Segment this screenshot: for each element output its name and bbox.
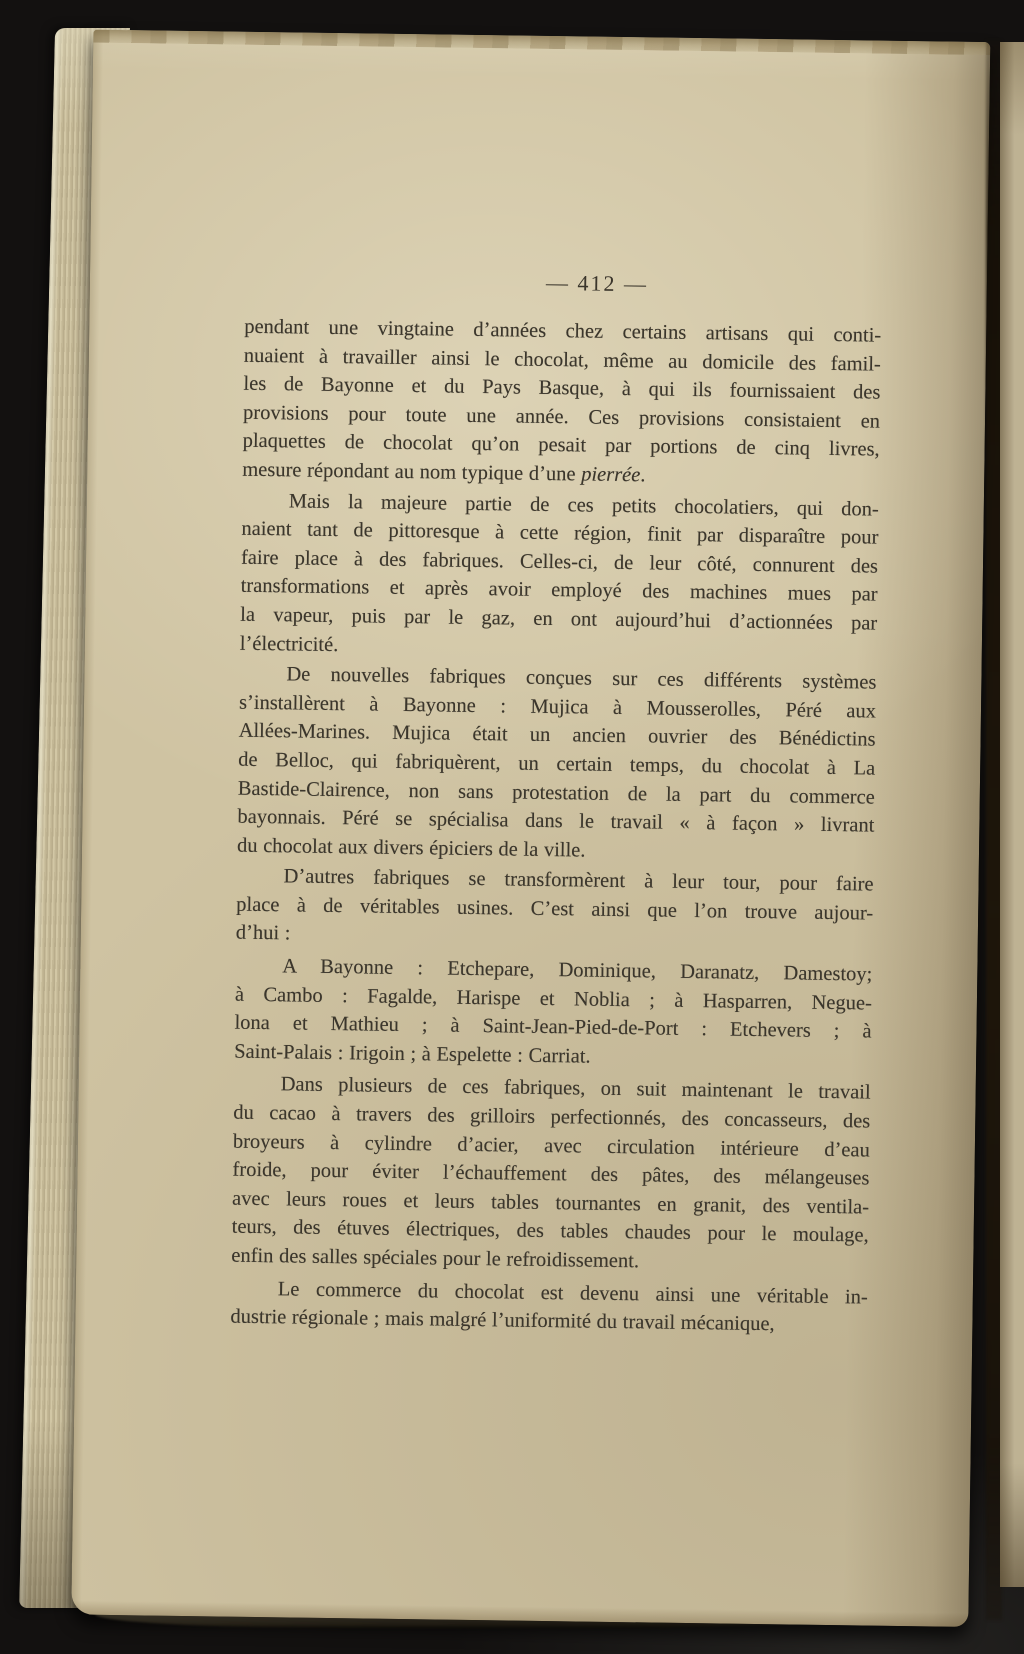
text-segment: D’autres fabriques se transformèrent à leur tour, pour faire bbox=[283, 865, 874, 896]
text-segment: provisions pour toute une année. Ces provisions consistaient en bbox=[242, 401, 881, 433]
text-segment: lona et Mathieu ; à Saint-Jean-Pied-de-Port : Etchevers ; à bbox=[234, 1011, 872, 1043]
text-segment: nuaient à travailler ainsi le chocolat, même au domicile des famil- bbox=[243, 344, 881, 376]
text-segment: du cacao à travers des grilloirs perfectionnés, des concasseurs, des bbox=[233, 1101, 871, 1133]
paragraph bbox=[230, 1274, 868, 1340]
text-segment: Mais la majeure partie de ces petits chocolatiers, qui don- bbox=[288, 489, 879, 521]
text-segment: dustrie régionale ; mais malgré l’uniformité du travail mécanique, bbox=[230, 1305, 775, 1336]
paragraph bbox=[240, 486, 879, 666]
text-segment: teurs, des étuves électriques, des tables chaudes pour le moulage, bbox=[231, 1216, 869, 1247]
text-segment: A Bayonne : Etchepare, Dominique, Daranatz, Damestoy; bbox=[282, 955, 873, 986]
paragraph bbox=[237, 660, 877, 869]
paragraph bbox=[231, 1070, 871, 1279]
page-number: — 412 — bbox=[545, 269, 649, 297]
text-segment: broyeurs à cylindre d’acier, avec circulation intérieure d’eau bbox=[232, 1130, 871, 1162]
text-segment: les de Bayonne et du Pays Basque, à qui ils fournissaient des bbox=[243, 372, 881, 404]
adjacent-page-sliver bbox=[1000, 42, 1024, 1587]
text-segment: froide, pour éviter l’échauffement des pâtes, des mélangeuses bbox=[232, 1158, 870, 1190]
text-segment: la vapeur, puis par le gaz, en ont aujourd’hui d’actionnées par bbox=[240, 603, 878, 635]
text-segment: faire place à des fabriques. Celles-ci, de leur côté, connurent des bbox=[240, 546, 879, 578]
text-segment: pendant une vingtaine d’années chez certains artisans qui conti- bbox=[244, 315, 882, 347]
text-segment: De nouvelles fabriques conçues sur ces différents systèmes bbox=[286, 663, 877, 694]
paragraph bbox=[234, 952, 873, 1075]
text-segment: naient tant de pittoresque à cette région, finit par disparaître pour bbox=[241, 517, 879, 549]
text-segment: du chocolat aux divers épiciers de la ville. bbox=[236, 834, 586, 862]
text-segment: mesure répondant au nom typique d’une bbox=[242, 458, 582, 486]
paragraph bbox=[236, 862, 874, 957]
text-segment: Bastide-Clairence, non sans protestation de la part du commerce bbox=[237, 777, 875, 809]
text-segment: place à de véritables usines. C’est ainsi que l’on trouve aujour- bbox=[236, 893, 874, 925]
text-segment: . bbox=[640, 464, 646, 487]
text-segment: Allées-Marines. Mujica était un ancien ouvrier des Bénédictins bbox=[238, 719, 876, 751]
page-text bbox=[230, 313, 881, 1341]
text-segment: transformations et après avoir employé des machines mues par bbox=[240, 575, 878, 606]
page-top-edge bbox=[93, 30, 990, 56]
text-segment: s’installèrent à Bayonne : Mujica à Mousserolles, Péré aux bbox=[238, 691, 877, 723]
text-segment: l’électricité. bbox=[239, 632, 339, 656]
text-segment: Le commerce du chocolat est devenu ainsi une véritable in- bbox=[277, 1277, 868, 1309]
text-segment: avec leurs roues et leurs tables tournantes en granit, des ventila- bbox=[231, 1187, 870, 1219]
text-segment: de Belloc, qui fabriquèrent, un certain temps, du chocolat à La bbox=[238, 748, 876, 780]
text-segment: d’hui : bbox=[235, 922, 291, 945]
book-page bbox=[71, 30, 990, 1627]
text-segment: enfin des salles spéciales pour le refroidissement. bbox=[231, 1244, 640, 1273]
paragraph bbox=[242, 313, 881, 493]
italic-word: pierrée bbox=[580, 463, 641, 487]
text-segment: plaquettes de chocolat qu’on pesait par portions de cinq livres, bbox=[242, 430, 880, 461]
text-segment: Saint-Palais : Irigoin ; à Espelette : Carriat. bbox=[234, 1040, 591, 1068]
text-segment: à Cambo : Fagalde, Harispe et Noblia ; à Hasparren, Negue- bbox=[234, 983, 873, 1015]
text-segment: Dans plusieurs de ces fabriques, on suit maintenant le travail bbox=[280, 1073, 871, 1104]
text-segment: bayonnais. Péré se spécialisa dans le travail « à façon » livrant bbox=[237, 805, 875, 837]
